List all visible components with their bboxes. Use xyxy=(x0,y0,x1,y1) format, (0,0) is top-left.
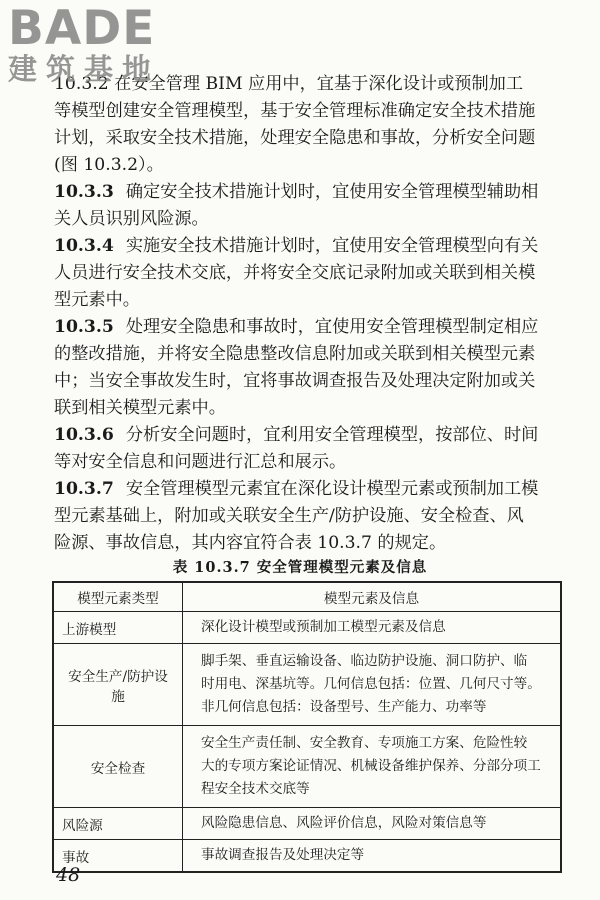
table-row xyxy=(53,808,561,840)
clause-number: 10.3.6 xyxy=(54,425,114,445)
line-text: 型元素基础上，附加或关联安全生产/防护设施、安全检查、风 xyxy=(54,506,524,526)
clause-number: 10.3.7 xyxy=(54,479,114,499)
body-line xyxy=(54,476,564,503)
element-type-cell: 风险源 xyxy=(53,808,183,840)
element-type-cell: 事故 xyxy=(53,840,183,873)
line-text: 等对安全信息和问题进行汇总和展示。 xyxy=(54,452,347,472)
table-header-row xyxy=(53,582,561,612)
element-type-cell: 上游模型 xyxy=(53,612,183,644)
element-info-cell xyxy=(183,840,562,873)
clause-number: 10.3.4 xyxy=(54,236,114,256)
element-info-cell xyxy=(183,808,562,840)
table-row xyxy=(53,612,561,644)
body-line xyxy=(54,422,564,449)
clause-number: 10.3.3 xyxy=(54,182,114,202)
line-text: 分析安全问题时，宜利用安全管理模型，按部位、时间 xyxy=(125,425,539,445)
body-line xyxy=(54,341,564,368)
info-line: 深化设计模型或预制加工模型元素及信息 xyxy=(201,619,446,635)
line-text: 型元素中。 xyxy=(54,290,140,310)
body-line xyxy=(54,206,564,233)
body-line xyxy=(54,449,564,476)
info-line: 事故调查报告及处理决定等 xyxy=(201,847,365,863)
body-line xyxy=(54,179,564,206)
watermark-subtitle: 建筑基地 xyxy=(8,52,161,86)
clause-number: 10.3.5 xyxy=(54,317,114,337)
table-row xyxy=(53,840,561,873)
line-text: 计划，采取安全技术措施，处理安全隐患和事故，分析安全问题 xyxy=(54,128,536,148)
info-line: 安全生产责任制、安全教育、专项施工方案、危险性较 xyxy=(201,735,528,751)
line-text: 等模型创建安全管理模型，基于安全管理标准确定安全技术措施 xyxy=(54,101,536,121)
line-text: 人员进行安全技术交底，并将安全交底记录附加或关联到相关模 xyxy=(54,263,536,283)
table-header-type: 模型元素类型 xyxy=(53,582,183,612)
table-row xyxy=(53,644,561,726)
element-type-cell: 安全检查 xyxy=(53,726,183,808)
body-line xyxy=(54,260,564,287)
body-line xyxy=(54,503,564,530)
line-text: (图 10.3.2）。 xyxy=(54,155,164,175)
line-text: 确定安全技术措施计划时，宜使用安全管理模型辅助相 xyxy=(125,182,539,202)
watermark-brand: BADE xyxy=(8,1,156,56)
body-line xyxy=(54,314,564,341)
line-text: 险源、事故信息，其内容宜符合表 10.3.7 的规定。 xyxy=(54,533,447,553)
safety-model-element-table xyxy=(52,581,562,873)
table-header-info: 模型元素及信息 xyxy=(183,582,562,612)
line-text: 实施安全技术措施计划时，宜使用安全管理模型向有关 xyxy=(125,236,539,256)
body-line xyxy=(54,233,564,260)
body-line xyxy=(54,530,564,557)
element-type-cell: 安全生产/防护设施 xyxy=(53,644,183,726)
table-body xyxy=(53,612,561,873)
info-line: 风险隐患信息、风险评价信息，风险对策信息等 xyxy=(201,815,487,831)
body-line xyxy=(54,287,564,314)
info-line: 时用电、深基坑等。几何信息包括：位置、几何尺寸等。 xyxy=(201,676,541,692)
line-text: 10.3.2 在安全管理 BIM 应用中，宜基于深化设计或预制加工 xyxy=(54,74,524,94)
line-text: 安全管理模型元素宜在深化设计模型元素或预制加工模 xyxy=(125,479,539,499)
body-line xyxy=(54,125,564,152)
info-line: 程安全技术交底等 xyxy=(201,781,310,797)
info-line: 非几何信息包括：设备型号、生产能力、功率等 xyxy=(201,699,487,715)
line-text: 联到相关模型元素中。 xyxy=(54,398,226,418)
body-line xyxy=(54,71,564,98)
body-line xyxy=(54,152,564,179)
line-text: 中；当安全事故发生时，宜将事故调查报告及处理决定附加或关 xyxy=(54,371,536,391)
line-text: 关人员识别风险源。 xyxy=(54,209,209,229)
info-line: 脚手架、垂直运输设备、临边防护设施、洞口防护、临 xyxy=(201,653,528,669)
table-title: 表 10.3.7 安全管理模型元素及信息 xyxy=(172,559,428,576)
element-info-cell xyxy=(183,612,562,644)
element-info-cell xyxy=(183,726,562,808)
info-line: 大的专项方案论证情况、机械设备维护保养、分部分项工 xyxy=(201,758,541,774)
page-number: 48 xyxy=(56,864,81,886)
body-line xyxy=(54,395,564,422)
body-line xyxy=(54,98,564,125)
line-text: 的整改措施，并将安全隐患整改信息附加或关联到相关模型元素 xyxy=(54,344,536,364)
body-line xyxy=(54,368,564,395)
line-text: 处理安全隐患和事故时，宜使用安全管理模型制定相应 xyxy=(125,317,539,337)
element-info-cell xyxy=(183,644,562,726)
table-row xyxy=(53,726,561,808)
body-text xyxy=(54,71,564,557)
